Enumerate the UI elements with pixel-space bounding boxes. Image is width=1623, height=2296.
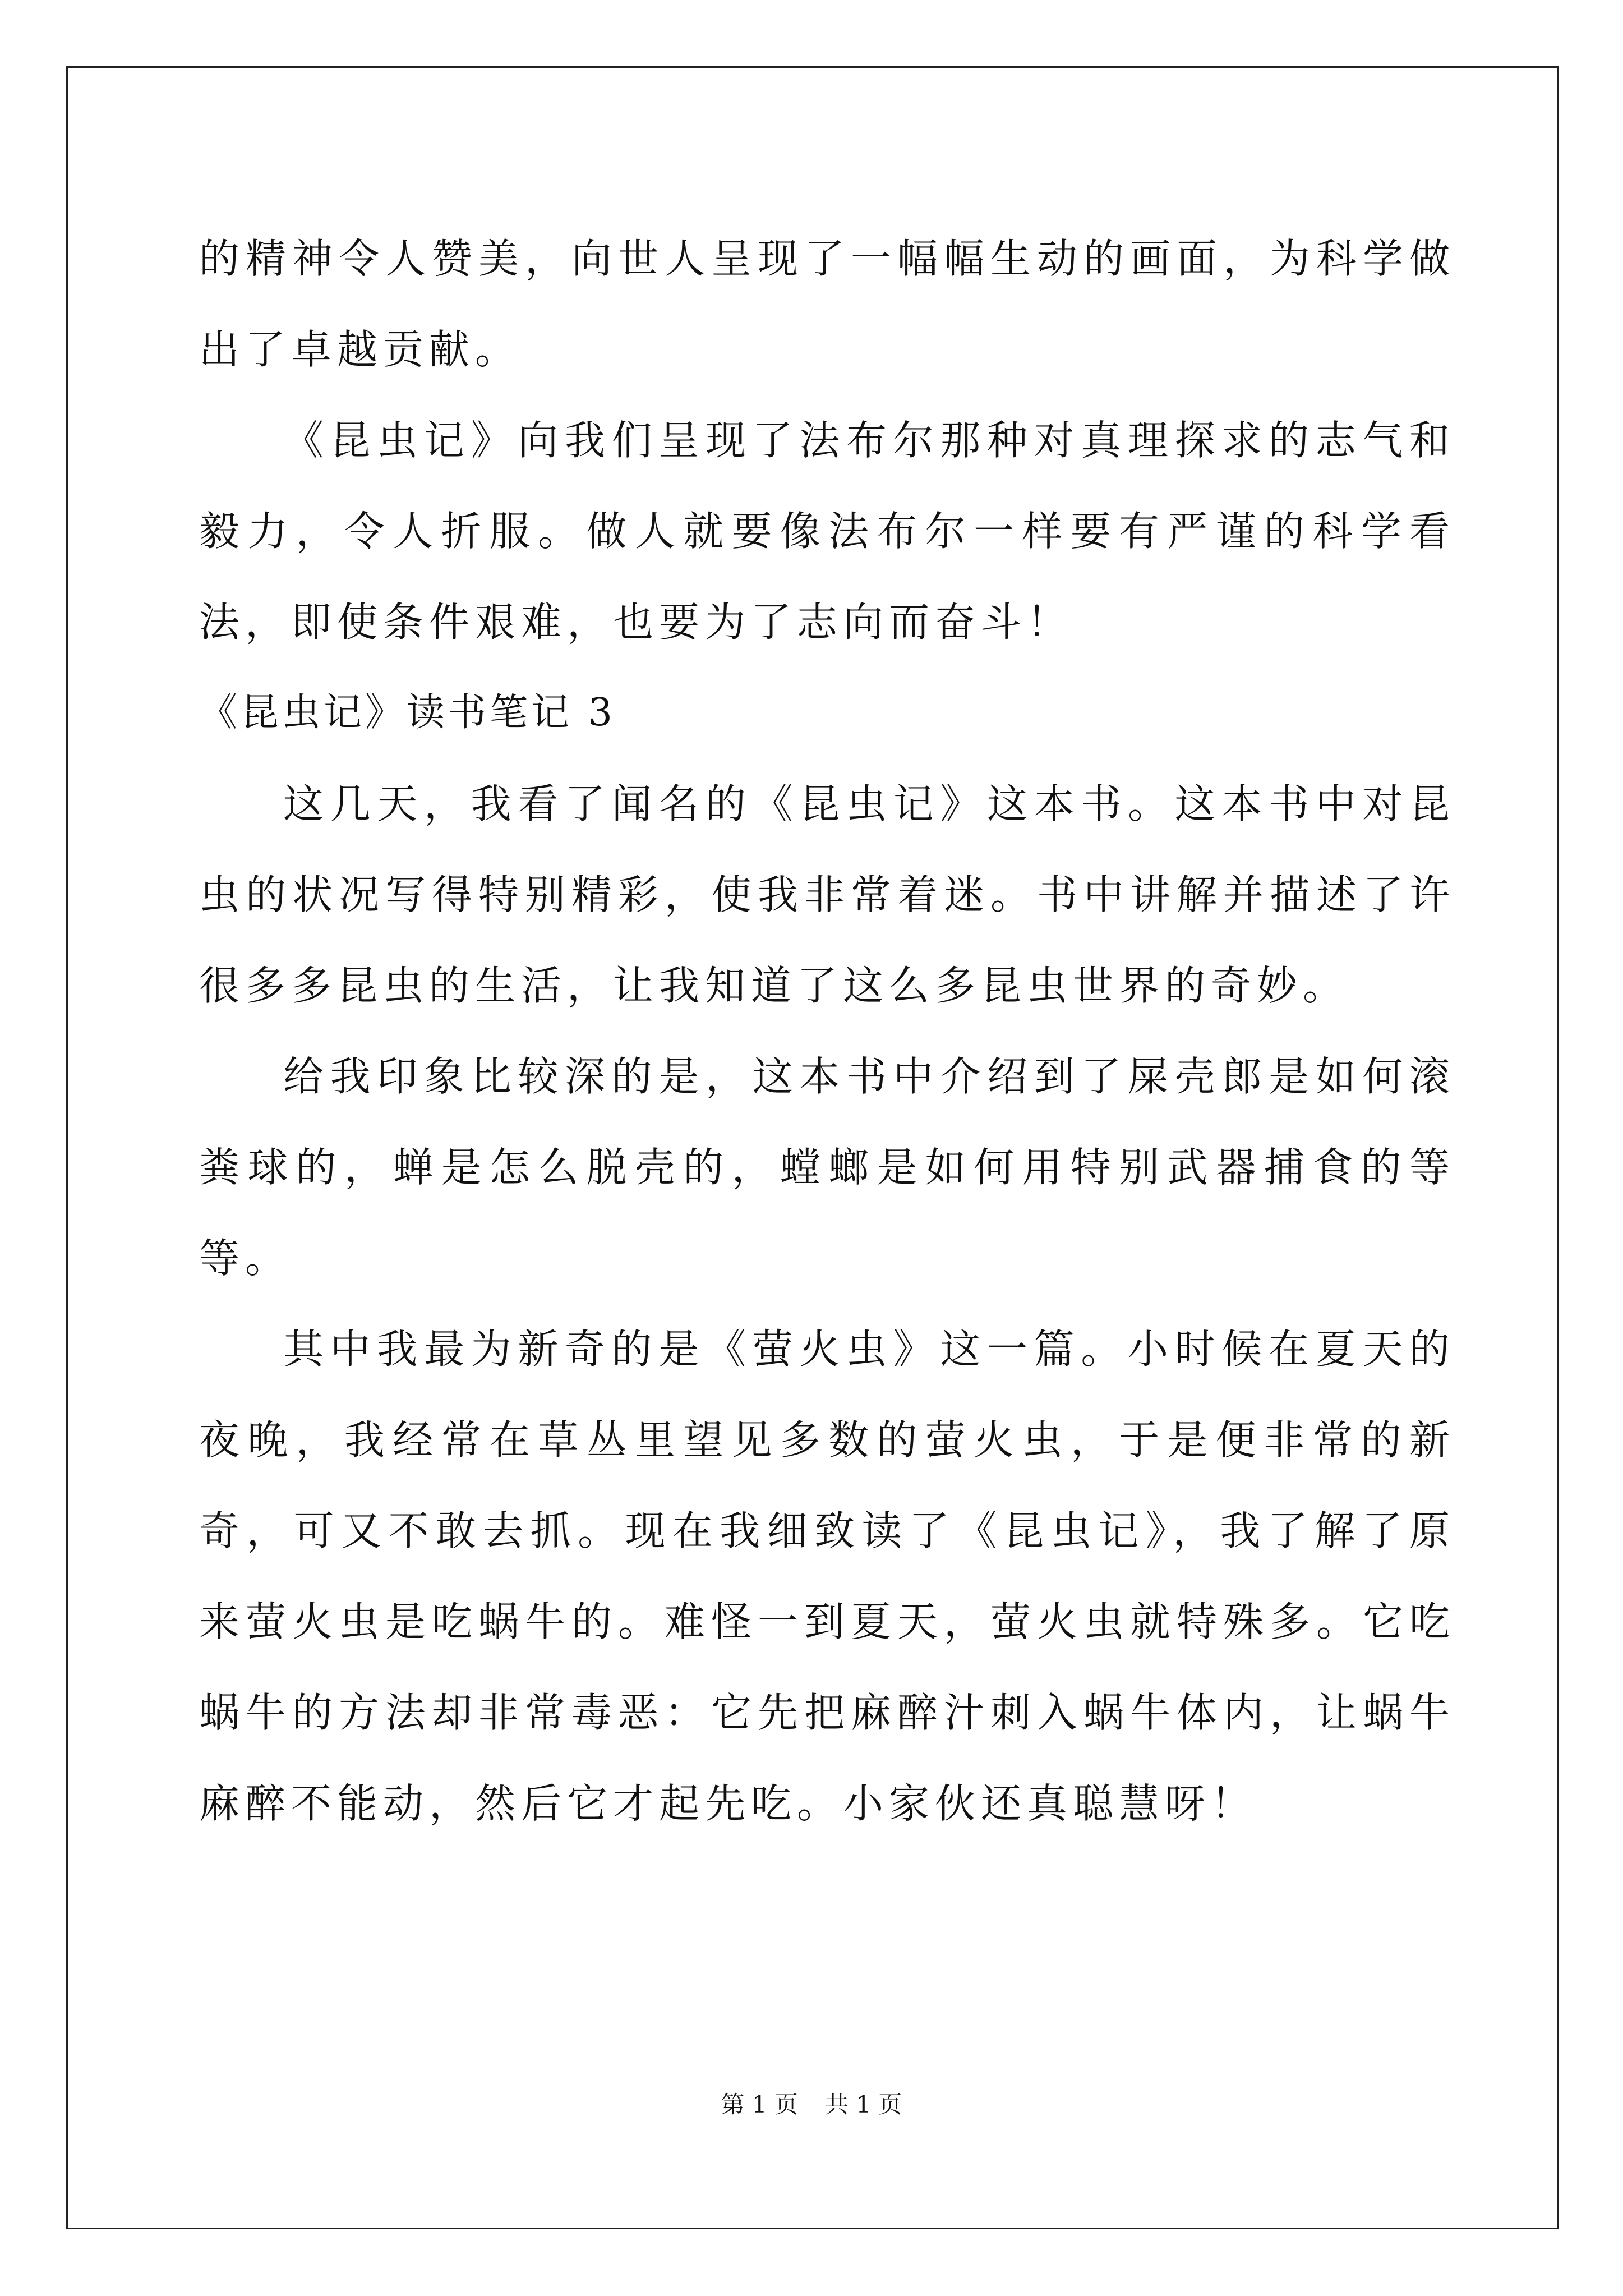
- page-number: 第 1 页: [721, 2091, 798, 2118]
- paragraph: 这几天，我看了闻名的《昆虫记》这本书。这本书中对昆虫的状况写得特别精彩，使我非常着迷。书中讲解并描述了许很多多昆虫的生活，让我知道了这么多昆虫世界的奇妙。: [199, 780, 1455, 1009]
- paragraph: 其中我最为新奇的是《萤火虫》这一篇。小时候在夏天的夜晚，我经常在草丛里望见多数的萤火虫，于是便非常的新奇，可又不敢去抓。现在我细致读了《昆虫记》，我了解了原来萤火虫是吃蜗牛的。难怪一到夏天，萤火虫就特殊多。它吃蜗牛的方法却非常毒恶：它先把麻醉汁刺入蜗牛体内，让蜗牛麻醉不能动，然后它才起先吃。小家伙还真聪慧呀！: [199, 1326, 1455, 1827]
- page-footer: [0, 2088, 1623, 2122]
- document-body: [199, 213, 1455, 1849]
- paragraph: 给我印象比较深的是，这本书中介绍到了屎壳郎是如何滚粪球的，蝉是怎么脱壳的，螳螂是如何用特别武器捕食的等等。: [199, 1053, 1455, 1282]
- paragraph: 《昆虫记》向我们呈现了法布尔那种对真理探求的志气和毅力，令人折服。做人就要像法布尔一样要有严谨的科学看法，即使条件艰难，也要为了志向而奋斗！: [199, 417, 1455, 646]
- paragraph: 的精神令人赞美，向世人呈现了一幅幅生动的画面，为科学做出了卓越贡献。: [199, 235, 1455, 373]
- page-total: 共 1 页: [825, 2091, 902, 2118]
- section-heading: 《昆虫记》读书笔记 3: [199, 691, 616, 735]
